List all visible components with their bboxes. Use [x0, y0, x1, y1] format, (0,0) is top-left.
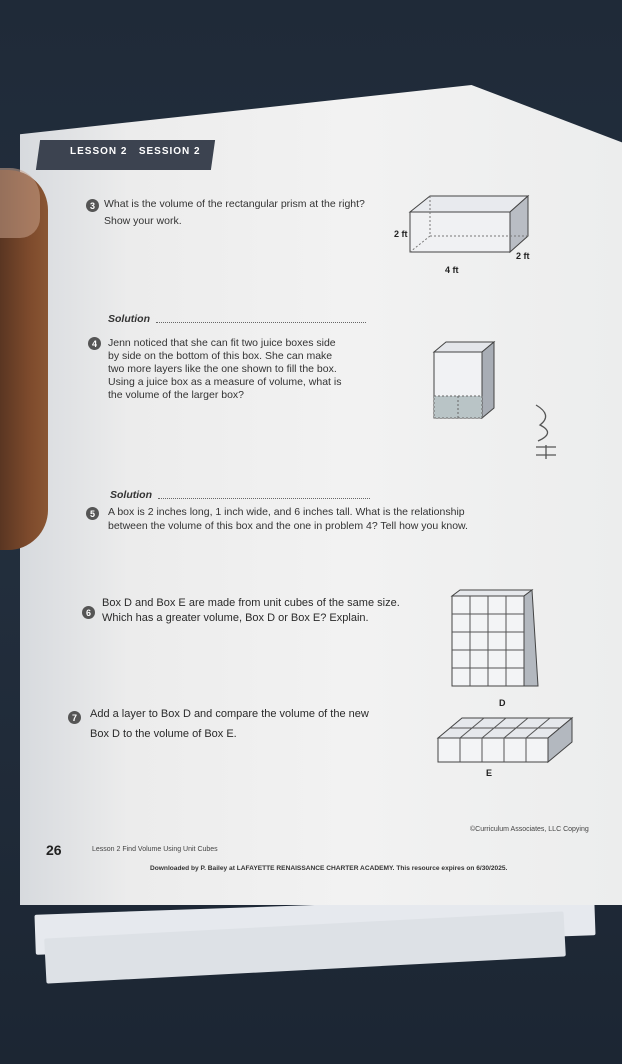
problem-7-text-line2: Box D to the volume of Box E.	[90, 728, 237, 740]
footer-download-notice: Downloaded by P. Bailey at LAFAYETTE RENAISSANCE CHARTER ACADEMY. This resource expires on 6/30/2025.	[150, 865, 508, 872]
problem-3-text-line1: What is the volume of the rectangular prism at the right?	[104, 198, 365, 210]
lesson-label: LESSON 2	[70, 146, 128, 157]
lesson-header	[70, 146, 201, 157]
solution-line-3[interactable]	[156, 322, 366, 323]
problem-4-text-line1: Jenn noticed that she can fit two juice boxes side	[108, 337, 336, 349]
problem-number-4: 4	[88, 337, 101, 350]
problem-number-6: 6	[82, 606, 95, 619]
solution-line-4[interactable]	[158, 498, 370, 499]
problem-4-text-line4: Using a juice box as a measure of volume, what is	[108, 376, 342, 388]
box-e-label: E	[486, 768, 493, 778]
problem-4-text-line5: the volume of the larger box?	[108, 389, 244, 401]
problem-5-text-line2: between the volume of this box and the one in problem 4? Tell how you know.	[108, 520, 468, 532]
problem-6-text-line2: Which has a greater volume, Box D or Box E? Explain.	[102, 612, 369, 624]
problem-6-text-line1: Box D and Box E are made from unit cubes of the same size.	[102, 597, 400, 609]
problem-7-text-line1: Add a layer to Box D and compare the volume of the new	[90, 708, 369, 720]
page-number: 26	[46, 842, 62, 858]
problem-number-5: 5	[86, 507, 99, 520]
problem-4-text-line3: two more layers like the one shown to fill the box.	[108, 363, 337, 375]
footer-lesson-title: Lesson 2 Find Volume Using Unit Cubes	[92, 846, 218, 853]
problem-5-text-line1: A box is 2 inches long, 1 inch wide, and 6 inches tall. What is the relationship	[108, 506, 465, 518]
prism-length-label: 4 ft	[445, 265, 459, 275]
box-d-figure	[446, 588, 546, 692]
prism-depth-label: 2 ft	[516, 251, 530, 261]
juice-box-figure	[430, 340, 500, 422]
session-label: SESSION 2	[138, 146, 201, 157]
problem-number-7: 7	[68, 711, 81, 724]
problem-number-3: 3	[86, 199, 99, 212]
prism-height-label: 2 ft	[394, 229, 408, 239]
problem-3-text-line2: Show your work.	[104, 215, 182, 227]
problem-4-text-line2: by side on the bottom of this box. She can make	[108, 350, 333, 362]
box-d-label: D	[499, 698, 506, 708]
box-e-figure	[434, 714, 579, 768]
solution-label-3: Solution	[108, 313, 150, 325]
solution-label-4: Solution	[110, 489, 152, 501]
footer-copyright: ©Curriculum Associates, LLC Copying	[470, 826, 589, 833]
handwritten-answer-mark	[528, 395, 568, 470]
rectangular-prism-figure	[392, 190, 542, 280]
